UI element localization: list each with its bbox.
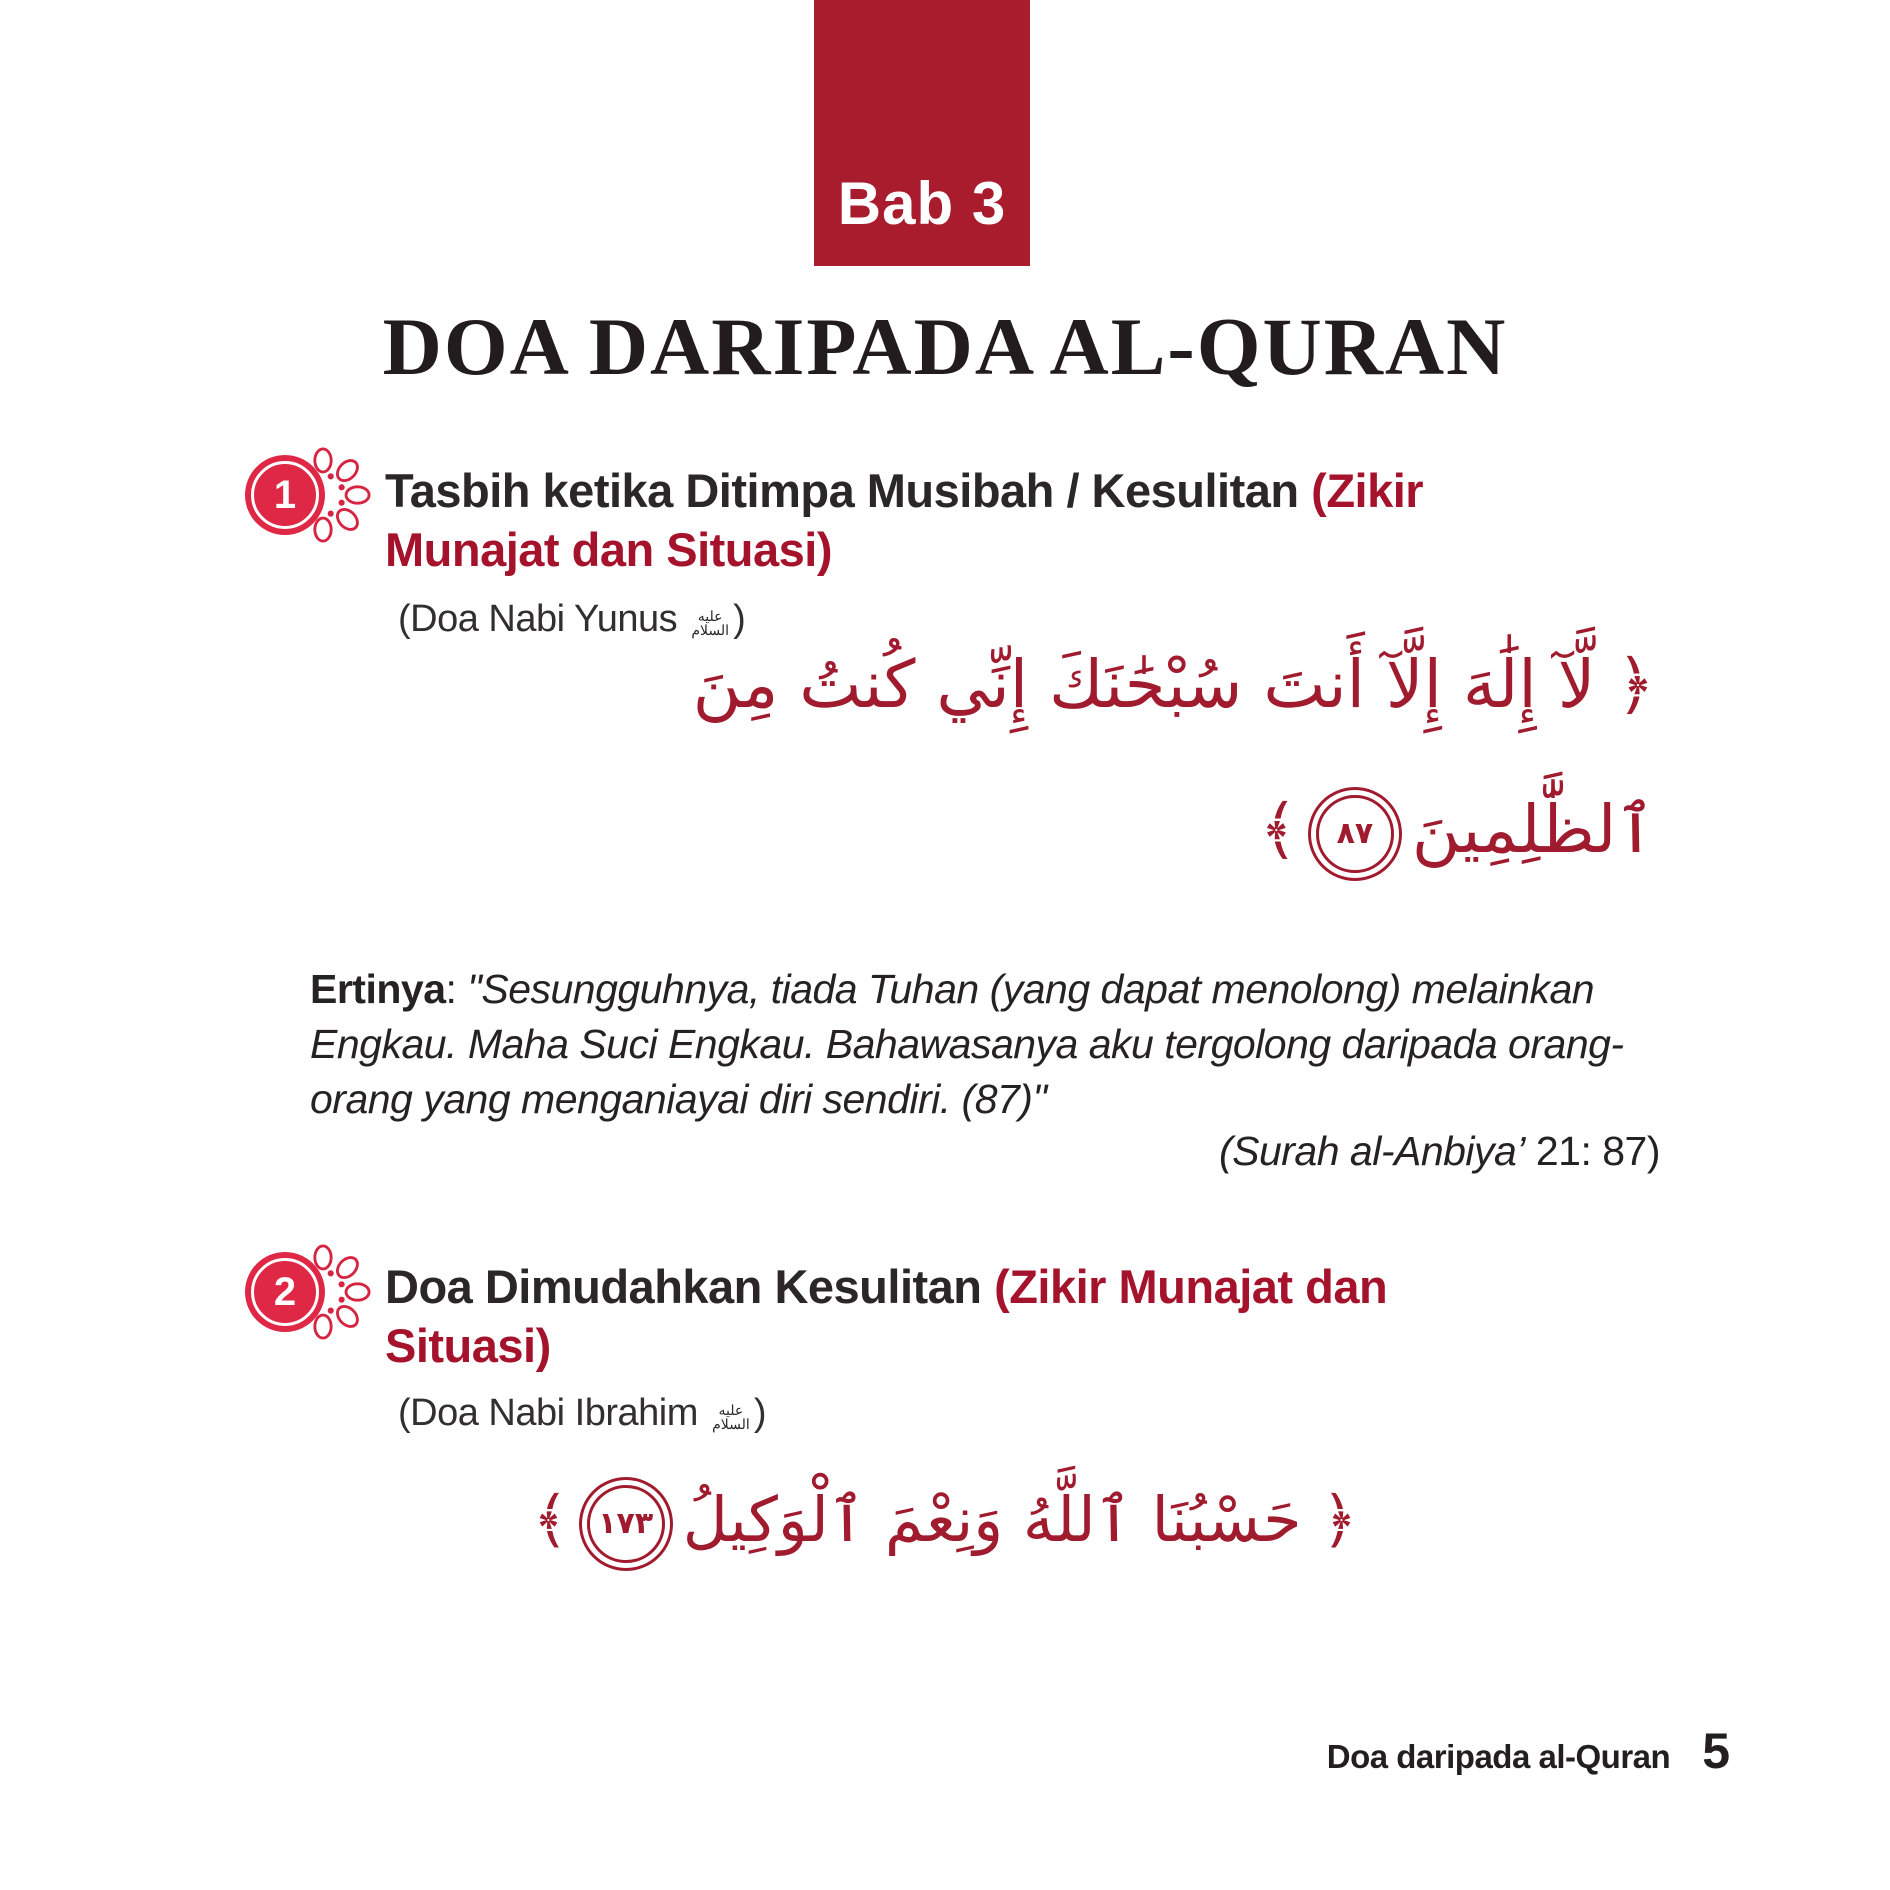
source-ref: 21: 87) <box>1524 1128 1660 1174</box>
subtitle-text: (Doa Nabi Yunus <box>398 598 688 640</box>
chapter-banner <box>814 0 1030 266</box>
arabic-line: ﴿ حَسْبُنَا ٱللَّهُ وَنِعْمَ ٱلْوَكِيلُ ١٧٣ ﴾ <box>0 1452 1890 1588</box>
page-footer <box>1327 1722 1730 1780</box>
section-1-badge <box>245 455 327 537</box>
source-surah: (Surah al-Anbiya’ <box>1218 1128 1525 1174</box>
ayah-medallion <box>1316 795 1394 873</box>
heading-category: (Zikir Munajat dan Situasi) <box>385 1260 1388 1372</box>
section-number: 2 <box>273 1270 297 1314</box>
footer-section-label: Doa daripada al-Quran <box>1326 1738 1671 1775</box>
section-2-badge <box>245 1252 327 1334</box>
ayah-number: ٨٧ <box>1336 816 1374 852</box>
alayhis-salam-glyph: عليه السلام <box>691 608 729 638</box>
footer-page-number: 5 <box>1702 1723 1730 1779</box>
translation-label: Ertinya <box>310 966 446 1012</box>
quran-verse-3-173 <box>0 1452 1890 1588</box>
translation-text: "Sesungguhnya, tiada Tuhan (yang dapat menolong) melainkan Engkau. Maha Suci Engkau. Bahawasanya aku tergolong daripada orang-orang yang menganiayai diri sendiri. (87)" <box>310 966 1624 1122</box>
verse-source <box>1219 1128 1660 1175</box>
page-title: DOA DARIPADA AL-QURAN <box>382 301 1508 392</box>
closing-ornament: ﴾ <box>1259 791 1298 869</box>
section-number: 1 <box>273 473 297 517</box>
arabic-line-1: ﴿ لَّآ إِلَٰهَ إِلَّآ أَنتَ سُبْحَٰنَكَ إِنِّي كُنتُ مِنَ <box>692 646 1655 723</box>
ayah-number: ١٧٣ <box>598 1505 654 1541</box>
heading-main: Doa Dimudahkan Kesulitan <box>385 1260 995 1313</box>
translation-paragraph: Ertinya: "Sesungguhnya, tiada Tuhan (yang dapat menolong) melainkan Engkau. Maha Suci Engkau. Bahawasanya aku tergolong daripada orang-orang yang menganiayai diri sendiri. (87)" <box>310 966 1624 1122</box>
section-1-heading <box>385 462 1555 580</box>
heading-main: Tasbih ketika Ditimpa Musibah / Kesulitan <box>385 464 1312 517</box>
alayhis-salam-glyph: عليه السلام <box>712 1402 750 1432</box>
section-2-heading <box>385 1258 1555 1376</box>
arabic-line-2: ٱلظَّٰلِمِينَ ٨٧ ﴾ <box>325 757 1655 902</box>
heading-category: (Zikir Munajat dan Situasi) <box>385 464 1424 576</box>
section-2-subtitle: (Doa Nabi Ibrahim عليه السلام ) <box>398 1392 767 1434</box>
subtitle-text: (Doa Nabi Ibrahim <box>398 1392 708 1434</box>
section-number-circle <box>245 1252 325 1332</box>
section-1-subtitle: (Doa Nabi Yunus عليه السلام ) <box>398 598 746 640</box>
ayah-medallion <box>587 1485 665 1563</box>
section-number-circle <box>245 455 325 535</box>
chapter-label: Bab 3 <box>837 170 1007 237</box>
quran-verse-21-87 <box>325 612 1655 902</box>
closing-ornament: ﴾ <box>532 1483 569 1556</box>
